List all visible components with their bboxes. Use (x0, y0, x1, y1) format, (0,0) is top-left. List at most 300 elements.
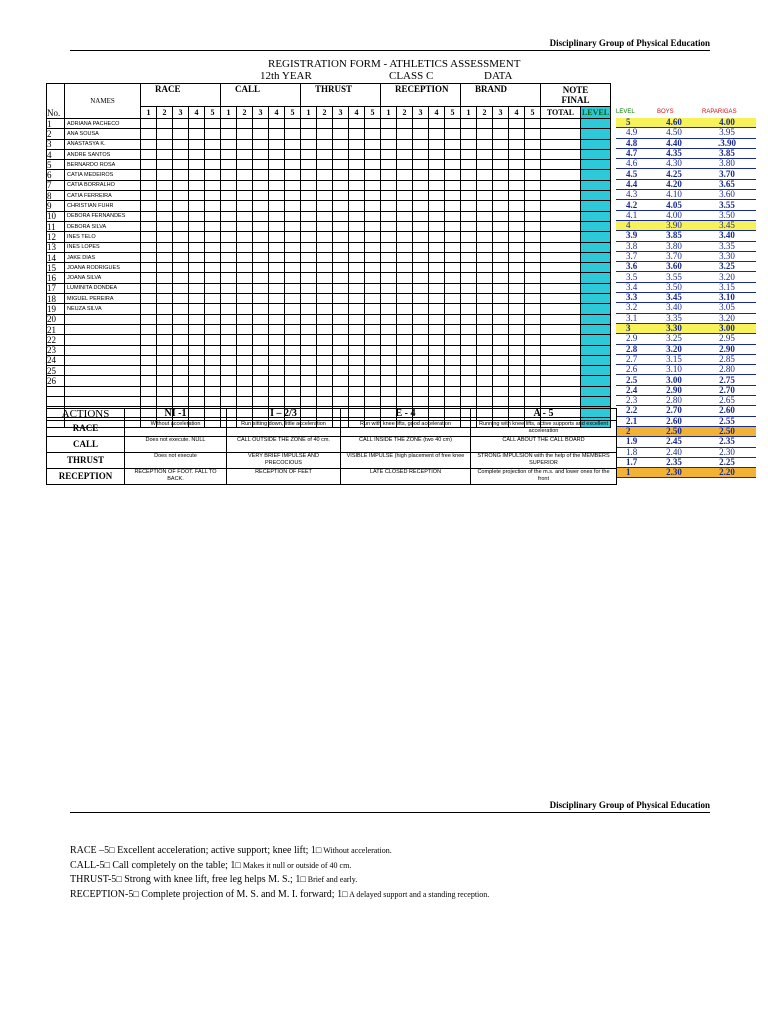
score-cell[interactable] (205, 273, 221, 283)
score-cell[interactable] (269, 149, 285, 159)
score-cell[interactable] (205, 304, 221, 314)
score-cell[interactable] (413, 160, 429, 170)
total-cell[interactable] (541, 191, 581, 201)
student-name[interactable]: ANA SOUSA (65, 129, 141, 139)
score-cell[interactable] (285, 139, 301, 149)
score-cell[interactable] (397, 263, 413, 273)
score-cell[interactable] (173, 324, 189, 334)
score-cell[interactable] (253, 294, 269, 304)
score-cell[interactable] (141, 376, 157, 386)
score-cell[interactable] (141, 119, 157, 129)
score-cell[interactable] (253, 242, 269, 252)
score-cell[interactable] (397, 139, 413, 149)
score-cell[interactable] (269, 324, 285, 334)
score-cell[interactable] (333, 376, 349, 386)
score-cell[interactable] (253, 376, 269, 386)
score-cell[interactable] (445, 366, 461, 376)
score-cell[interactable] (189, 335, 205, 345)
score-cell[interactable] (269, 263, 285, 273)
score-cell[interactable] (285, 304, 301, 314)
score-cell[interactable] (493, 160, 509, 170)
score-cell[interactable] (301, 335, 317, 345)
score-cell[interactable] (365, 335, 381, 345)
score-cell[interactable] (397, 294, 413, 304)
score-cell[interactable] (317, 160, 333, 170)
score-cell[interactable] (141, 232, 157, 242)
student-name[interactable]: ANASTASYA K. (65, 139, 141, 149)
score-cell[interactable] (429, 252, 445, 262)
score-cell[interactable] (461, 252, 477, 262)
score-cell[interactable] (525, 221, 541, 231)
score-cell[interactable] (477, 201, 493, 211)
score-cell[interactable] (413, 314, 429, 324)
score-cell[interactable] (205, 314, 221, 324)
score-cell[interactable] (413, 355, 429, 365)
score-cell[interactable] (397, 355, 413, 365)
score-cell[interactable] (429, 221, 445, 231)
score-cell[interactable] (301, 242, 317, 252)
score-cell[interactable] (317, 232, 333, 242)
score-cell[interactable] (381, 283, 397, 293)
score-cell[interactable] (253, 191, 269, 201)
score-cell[interactable] (285, 252, 301, 262)
score-cell[interactable] (253, 314, 269, 324)
score-cell[interactable] (317, 273, 333, 283)
level-cell[interactable] (581, 273, 611, 283)
score-cell[interactable] (285, 221, 301, 231)
score-cell[interactable] (397, 283, 413, 293)
score-cell[interactable] (477, 160, 493, 170)
total-cell[interactable] (541, 252, 581, 262)
level-cell[interactable] (581, 149, 611, 159)
score-cell[interactable] (221, 294, 237, 304)
score-cell[interactable] (525, 263, 541, 273)
score-cell[interactable] (301, 232, 317, 242)
score-cell[interactable] (301, 129, 317, 139)
score-cell[interactable] (221, 191, 237, 201)
score-cell[interactable] (285, 366, 301, 376)
score-cell[interactable] (349, 252, 365, 262)
total-cell[interactable] (541, 314, 581, 324)
score-cell[interactable] (365, 160, 381, 170)
score-cell[interactable] (525, 366, 541, 376)
score-cell[interactable] (141, 345, 157, 355)
score-cell[interactable] (365, 139, 381, 149)
score-cell[interactable] (205, 139, 221, 149)
score-cell[interactable] (493, 221, 509, 231)
score-cell[interactable] (285, 386, 301, 396)
score-cell[interactable] (221, 232, 237, 242)
score-cell[interactable] (173, 283, 189, 293)
score-cell[interactable] (317, 119, 333, 129)
score-cell[interactable] (525, 397, 541, 407)
score-cell[interactable] (509, 314, 525, 324)
score-cell[interactable] (317, 366, 333, 376)
score-cell[interactable] (333, 355, 349, 365)
score-cell[interactable] (509, 242, 525, 252)
score-cell[interactable] (301, 273, 317, 283)
score-cell[interactable] (301, 376, 317, 386)
score-cell[interactable] (285, 324, 301, 334)
score-cell[interactable] (429, 294, 445, 304)
score-cell[interactable] (397, 324, 413, 334)
score-cell[interactable] (205, 242, 221, 252)
score-cell[interactable] (349, 242, 365, 252)
score-cell[interactable] (525, 304, 541, 314)
score-cell[interactable] (173, 170, 189, 180)
score-cell[interactable] (237, 397, 253, 407)
score-cell[interactable] (381, 221, 397, 231)
score-cell[interactable] (301, 160, 317, 170)
score-cell[interactable] (349, 314, 365, 324)
score-cell[interactable] (285, 232, 301, 242)
score-cell[interactable] (333, 119, 349, 129)
score-cell[interactable] (173, 314, 189, 324)
score-cell[interactable] (509, 304, 525, 314)
score-cell[interactable] (509, 263, 525, 273)
score-cell[interactable] (253, 355, 269, 365)
score-cell[interactable] (365, 149, 381, 159)
total-cell[interactable] (541, 376, 581, 386)
score-cell[interactable] (445, 211, 461, 221)
score-cell[interactable] (221, 180, 237, 190)
score-cell[interactable] (365, 263, 381, 273)
score-cell[interactable] (493, 242, 509, 252)
score-cell[interactable] (525, 376, 541, 386)
score-cell[interactable] (301, 170, 317, 180)
score-cell[interactable] (525, 335, 541, 345)
level-cell[interactable] (581, 180, 611, 190)
score-cell[interactable] (397, 119, 413, 129)
score-cell[interactable] (285, 119, 301, 129)
score-cell[interactable] (365, 119, 381, 129)
student-name[interactable]: CATIA FERREIRA (65, 191, 141, 201)
total-cell[interactable] (541, 139, 581, 149)
score-cell[interactable] (285, 201, 301, 211)
score-cell[interactable] (237, 304, 253, 314)
score-cell[interactable] (333, 294, 349, 304)
score-cell[interactable] (237, 191, 253, 201)
score-cell[interactable] (445, 335, 461, 345)
score-cell[interactable] (413, 149, 429, 159)
score-cell[interactable] (493, 304, 509, 314)
score-cell[interactable] (205, 397, 221, 407)
student-name[interactable] (65, 397, 141, 407)
score-cell[interactable] (413, 366, 429, 376)
student-name[interactable]: JOANA RODRIGUES (65, 263, 141, 273)
score-cell[interactable] (429, 335, 445, 345)
score-cell[interactable] (509, 191, 525, 201)
score-cell[interactable] (349, 191, 365, 201)
score-cell[interactable] (237, 160, 253, 170)
score-cell[interactable] (397, 335, 413, 345)
score-cell[interactable] (269, 242, 285, 252)
score-cell[interactable] (413, 324, 429, 334)
student-name[interactable] (65, 355, 141, 365)
score-cell[interactable] (237, 324, 253, 334)
score-cell[interactable] (141, 304, 157, 314)
score-cell[interactable] (141, 191, 157, 201)
score-cell[interactable] (349, 232, 365, 242)
score-cell[interactable] (317, 324, 333, 334)
score-cell[interactable] (429, 263, 445, 273)
score-cell[interactable] (413, 283, 429, 293)
score-cell[interactable] (365, 129, 381, 139)
score-cell[interactable] (317, 170, 333, 180)
score-cell[interactable] (141, 273, 157, 283)
score-cell[interactable] (349, 129, 365, 139)
score-cell[interactable] (333, 314, 349, 324)
score-cell[interactable] (445, 191, 461, 201)
level-cell[interactable] (581, 314, 611, 324)
score-cell[interactable] (189, 232, 205, 242)
score-cell[interactable] (205, 376, 221, 386)
score-cell[interactable] (477, 355, 493, 365)
score-cell[interactable] (285, 211, 301, 221)
score-cell[interactable] (413, 139, 429, 149)
score-cell[interactable] (205, 386, 221, 396)
score-cell[interactable] (493, 324, 509, 334)
score-cell[interactable] (269, 386, 285, 396)
score-cell[interactable] (253, 170, 269, 180)
score-cell[interactable] (205, 149, 221, 159)
score-cell[interactable] (173, 180, 189, 190)
score-cell[interactable] (285, 129, 301, 139)
score-cell[interactable] (381, 191, 397, 201)
score-cell[interactable] (445, 170, 461, 180)
score-cell[interactable] (253, 160, 269, 170)
score-cell[interactable] (349, 263, 365, 273)
score-cell[interactable] (493, 335, 509, 345)
score-cell[interactable] (397, 170, 413, 180)
score-cell[interactable] (477, 191, 493, 201)
score-cell[interactable] (413, 304, 429, 314)
score-cell[interactable] (381, 324, 397, 334)
score-cell[interactable] (525, 324, 541, 334)
score-cell[interactable] (205, 221, 221, 231)
score-cell[interactable] (285, 376, 301, 386)
score-cell[interactable] (493, 180, 509, 190)
score-cell[interactable] (525, 386, 541, 396)
score-cell[interactable] (317, 397, 333, 407)
score-cell[interactable] (461, 149, 477, 159)
score-cell[interactable] (413, 129, 429, 139)
score-cell[interactable] (413, 221, 429, 231)
score-cell[interactable] (365, 211, 381, 221)
score-cell[interactable] (173, 335, 189, 345)
score-cell[interactable] (525, 160, 541, 170)
level-cell[interactable] (581, 283, 611, 293)
score-cell[interactable] (493, 314, 509, 324)
score-cell[interactable] (253, 139, 269, 149)
score-cell[interactable] (413, 252, 429, 262)
score-cell[interactable] (221, 139, 237, 149)
score-cell[interactable] (509, 119, 525, 129)
score-cell[interactable] (141, 211, 157, 221)
score-cell[interactable] (317, 180, 333, 190)
level-cell[interactable] (581, 191, 611, 201)
score-cell[interactable] (349, 304, 365, 314)
score-cell[interactable] (237, 283, 253, 293)
score-cell[interactable] (477, 252, 493, 262)
score-cell[interactable] (413, 335, 429, 345)
level-cell[interactable] (581, 211, 611, 221)
score-cell[interactable] (221, 242, 237, 252)
score-cell[interactable] (349, 294, 365, 304)
score-cell[interactable] (381, 232, 397, 242)
score-cell[interactable] (349, 221, 365, 231)
score-cell[interactable] (269, 180, 285, 190)
total-cell[interactable] (541, 263, 581, 273)
total-cell[interactable] (541, 304, 581, 314)
score-cell[interactable] (301, 283, 317, 293)
score-cell[interactable] (333, 273, 349, 283)
score-cell[interactable] (189, 263, 205, 273)
score-cell[interactable] (333, 139, 349, 149)
score-cell[interactable] (269, 335, 285, 345)
score-cell[interactable] (189, 139, 205, 149)
score-cell[interactable] (429, 119, 445, 129)
score-cell[interactable] (477, 314, 493, 324)
score-cell[interactable] (461, 386, 477, 396)
score-cell[interactable] (397, 191, 413, 201)
score-cell[interactable] (381, 149, 397, 159)
score-cell[interactable] (445, 355, 461, 365)
score-cell[interactable] (333, 170, 349, 180)
score-cell[interactable] (141, 294, 157, 304)
score-cell[interactable] (333, 345, 349, 355)
score-cell[interactable] (301, 211, 317, 221)
score-cell[interactable] (157, 294, 173, 304)
score-cell[interactable] (445, 263, 461, 273)
score-cell[interactable] (445, 119, 461, 129)
score-cell[interactable] (189, 170, 205, 180)
score-cell[interactable] (365, 201, 381, 211)
score-cell[interactable] (493, 232, 509, 242)
score-cell[interactable] (157, 191, 173, 201)
score-cell[interactable] (205, 201, 221, 211)
score-cell[interactable] (157, 149, 173, 159)
student-name[interactable]: JOANA SILVA (65, 273, 141, 283)
score-cell[interactable] (205, 129, 221, 139)
score-cell[interactable] (349, 324, 365, 334)
score-cell[interactable] (157, 232, 173, 242)
score-cell[interactable] (285, 314, 301, 324)
total-cell[interactable] (541, 345, 581, 355)
score-cell[interactable] (397, 397, 413, 407)
score-cell[interactable] (141, 386, 157, 396)
score-cell[interactable] (253, 304, 269, 314)
score-cell[interactable] (349, 139, 365, 149)
score-cell[interactable] (189, 129, 205, 139)
score-cell[interactable] (269, 355, 285, 365)
score-cell[interactable] (333, 211, 349, 221)
score-cell[interactable] (205, 232, 221, 242)
score-cell[interactable] (301, 294, 317, 304)
score-cell[interactable] (301, 314, 317, 324)
score-cell[interactable] (381, 345, 397, 355)
score-cell[interactable] (237, 366, 253, 376)
total-cell[interactable] (541, 366, 581, 376)
score-cell[interactable] (189, 221, 205, 231)
score-cell[interactable] (189, 180, 205, 190)
score-cell[interactable] (205, 119, 221, 129)
score-cell[interactable] (429, 314, 445, 324)
score-cell[interactable] (189, 304, 205, 314)
score-cell[interactable] (461, 263, 477, 273)
total-cell[interactable] (541, 201, 581, 211)
score-cell[interactable] (509, 324, 525, 334)
score-cell[interactable] (317, 221, 333, 231)
score-cell[interactable] (365, 355, 381, 365)
score-cell[interactable] (285, 160, 301, 170)
score-cell[interactable] (461, 294, 477, 304)
score-cell[interactable] (381, 355, 397, 365)
score-cell[interactable] (397, 242, 413, 252)
score-cell[interactable] (317, 335, 333, 345)
score-cell[interactable] (269, 211, 285, 221)
score-cell[interactable] (461, 397, 477, 407)
score-cell[interactable] (349, 345, 365, 355)
score-cell[interactable] (381, 242, 397, 252)
student-name[interactable]: ANDRE SANTOS (65, 149, 141, 159)
score-cell[interactable] (365, 252, 381, 262)
score-cell[interactable] (381, 386, 397, 396)
score-cell[interactable] (413, 211, 429, 221)
total-cell[interactable] (541, 273, 581, 283)
score-cell[interactable] (445, 180, 461, 190)
score-cell[interactable] (461, 324, 477, 334)
score-cell[interactable] (317, 263, 333, 273)
score-cell[interactable] (445, 324, 461, 334)
score-cell[interactable] (221, 324, 237, 334)
score-cell[interactable] (429, 232, 445, 242)
score-cell[interactable] (381, 263, 397, 273)
score-cell[interactable] (253, 397, 269, 407)
score-cell[interactable] (253, 211, 269, 221)
score-cell[interactable] (301, 119, 317, 129)
score-cell[interactable] (397, 129, 413, 139)
score-cell[interactable] (509, 149, 525, 159)
score-cell[interactable] (461, 345, 477, 355)
student-name[interactable] (65, 366, 141, 376)
score-cell[interactable] (477, 211, 493, 221)
score-cell[interactable] (237, 263, 253, 273)
score-cell[interactable] (269, 252, 285, 262)
score-cell[interactable] (333, 160, 349, 170)
score-cell[interactable] (477, 397, 493, 407)
score-cell[interactable] (189, 376, 205, 386)
score-cell[interactable] (397, 221, 413, 231)
score-cell[interactable] (285, 263, 301, 273)
score-cell[interactable] (301, 180, 317, 190)
score-cell[interactable] (269, 376, 285, 386)
score-cell[interactable] (317, 252, 333, 262)
score-cell[interactable] (509, 335, 525, 345)
score-cell[interactable] (333, 221, 349, 231)
score-cell[interactable] (205, 211, 221, 221)
score-cell[interactable] (221, 263, 237, 273)
score-cell[interactable] (317, 283, 333, 293)
score-cell[interactable] (221, 201, 237, 211)
score-cell[interactable] (525, 180, 541, 190)
total-cell[interactable] (541, 211, 581, 221)
score-cell[interactable] (333, 397, 349, 407)
score-cell[interactable] (445, 283, 461, 293)
score-cell[interactable] (365, 345, 381, 355)
score-cell[interactable] (173, 191, 189, 201)
total-cell[interactable] (541, 232, 581, 242)
